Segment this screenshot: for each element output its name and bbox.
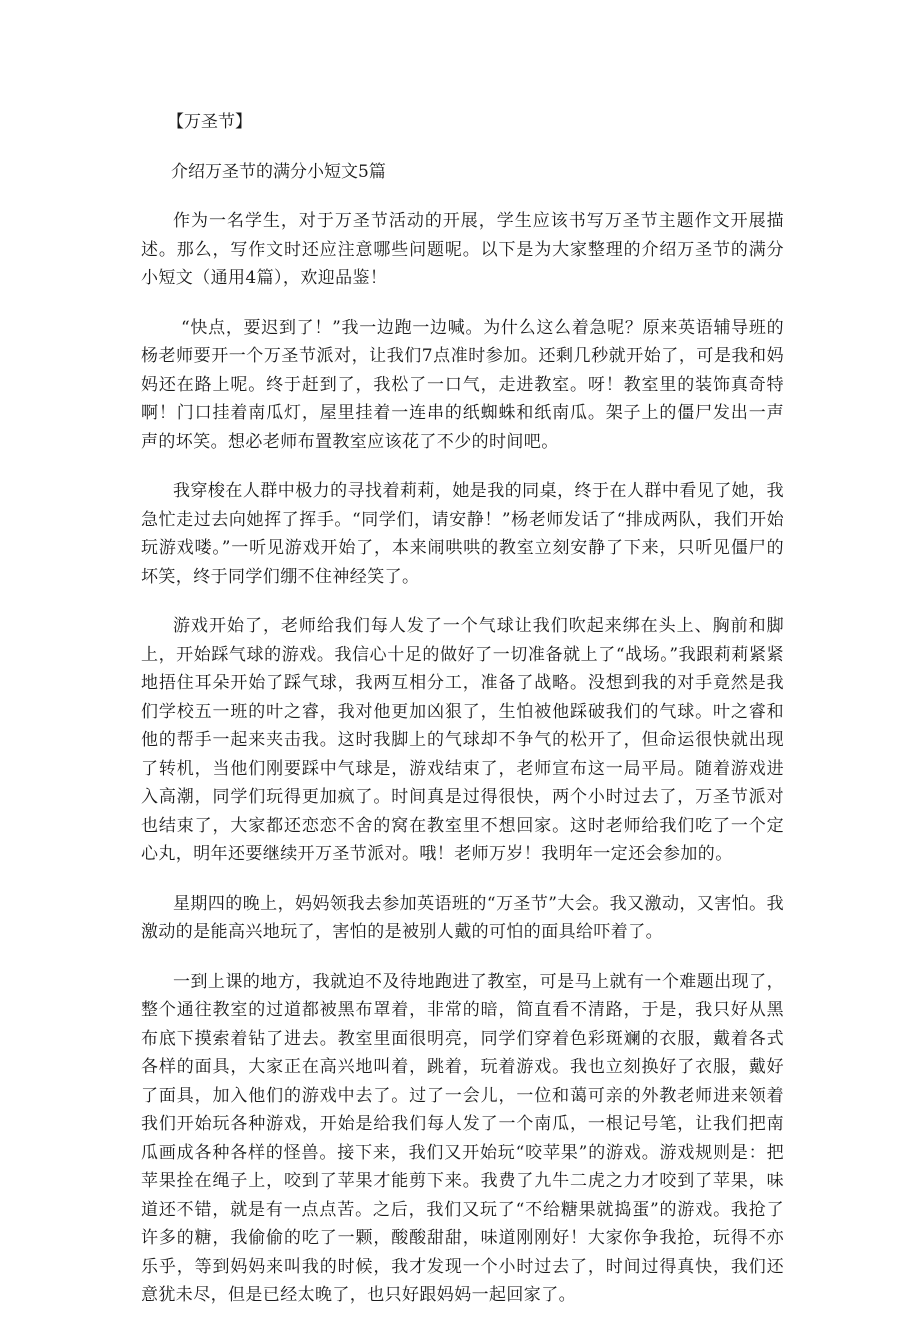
essay-paragraph: 一到上课的地方，我就迫不及待地跑进了教室，可是马上就有一个难题出现了，整个通往教室的过道都被黑布罩着，非常的暗，简直看不清路，于是，我只好从黑布底下摸索着钻了进去。教室里面很明亮，同学们穿着色彩斑斓的衣服，戴着各式各样的面具，大家正在高兴地叫着，跳着，玩着游戏。我也立刻换好了衣服，戴好了面具，加入他们的游戏中去了。过了一会儿，一位和蔼可亲的外教老师进来领着我们开始玩各种游戏，开始是给我们每人发了一个南瓜，一根记号笔，让我们把南瓜画成各种各样的怪兽。接下来，我们又开始玩“咬苹果”的游戏。游戏规则是：把苹果拴在绳子上，咬到了苹果才能剪下来。我费了九牛二虎之力才咬到了苹果，味道还不错，就是有一点点苦。之后，我们又玩了“不给糖果就捣蛋”的游戏。我抢了许多的糖，我偷偷的吃了一颗，酸酸甜甜，味道刚刚好！大家你争我抢，玩得不亦乐乎，等到妈妈来叫我的时候，我才发现一个小时过去了，时间过得真快，我们还意犹未尽，但是已经太晚了，也只好跟妈妈一起回家了。 [141, 971, 784, 1305]
essay-paragraph: 游戏开始了，老师给我们每人发了一个气球让我们吹起来绑在头上、胸前和脚上，开始踩气球的游戏。我信心十足的做好了一切准备就上了“战场。”我跟莉莉紧紧地捂住耳朵开始了踩气球，我两互相分工，准备了战略。没想到我的对手竟然是我们学校五一班的叶之睿，我对他更加凶狠了，生怕被他踩破我们的气球。叶之睿和他的帮手一起来夹击我。这时我脚上的气球却不争气的松开了，但命运很快就出现了转机，当他们刚要踩中气球是，游戏结束了，老师宣布这一局平局。随着游戏进入高潮，同学们玩得更加疯了。时间真是过得很快，两个小时过去了，万圣节派对也结束了，大家都还恋恋不舍的窝在教室里不想回家。这时老师给我们吃了一个定心丸，明年还要继续开万圣节派对。哦！老师万岁！我明年一定还会参加的。 [141, 616, 784, 864]
essay-paragraph: 我穿梭在人群中极力的寻找着莉莉，她是我的同桌，终于在人群中看见了她，我急忙走过去向她挥了挥手。“同学们，请安静！”杨老师发话了“排成两队，我们开始玩游戏喽。”一听见游戏开始了，本来闹哄哄的教室立刻安静了下来，只听见僵尸的坏笑，终于同学们绷不住神经笑了。 [141, 481, 784, 587]
essay-paragraph: “快点，要迟到了！”我一边跑一边喊。为什么这么着急呢？原来英语辅导班的杨老师要开一个万圣节派对，让我们7点准时参加。还剩几秒就开始了，可是我和妈妈还在路上呢。终于赶到了，我松了一口气，走进教室。呀！教室里的装饰真奇特啊！门口挂着南瓜灯，屋里挂着一连串的纸蜘蛛和纸南瓜。架子上的僵尸发出一声声的坏笑。想必老师布置教室应该花了不少的时间吧。 [141, 317, 784, 452]
document-title: 介绍万圣节的满分小短文5篇 [171, 161, 386, 182]
document-heading: 【万圣节】 [167, 112, 252, 132]
document-body [141, 108, 784, 1331]
essay-paragraph: 星期四的晚上，妈妈领我去参加英语班的“万圣节”大会。我又激动，又害怕。我激动的是能高兴地玩了，害怕的是被别人戴的可怕的面具给吓着了。 [141, 893, 784, 942]
intro-paragraph: 作为一名学生，对于万圣节活动的开展，学生应该书写万圣节主题作文开展描述。那么，写作文时还应注意哪些问题呢。以下是为大家整理的介绍万圣节的满分小短文（通用4篇），欢迎品鉴！ [141, 211, 784, 288]
